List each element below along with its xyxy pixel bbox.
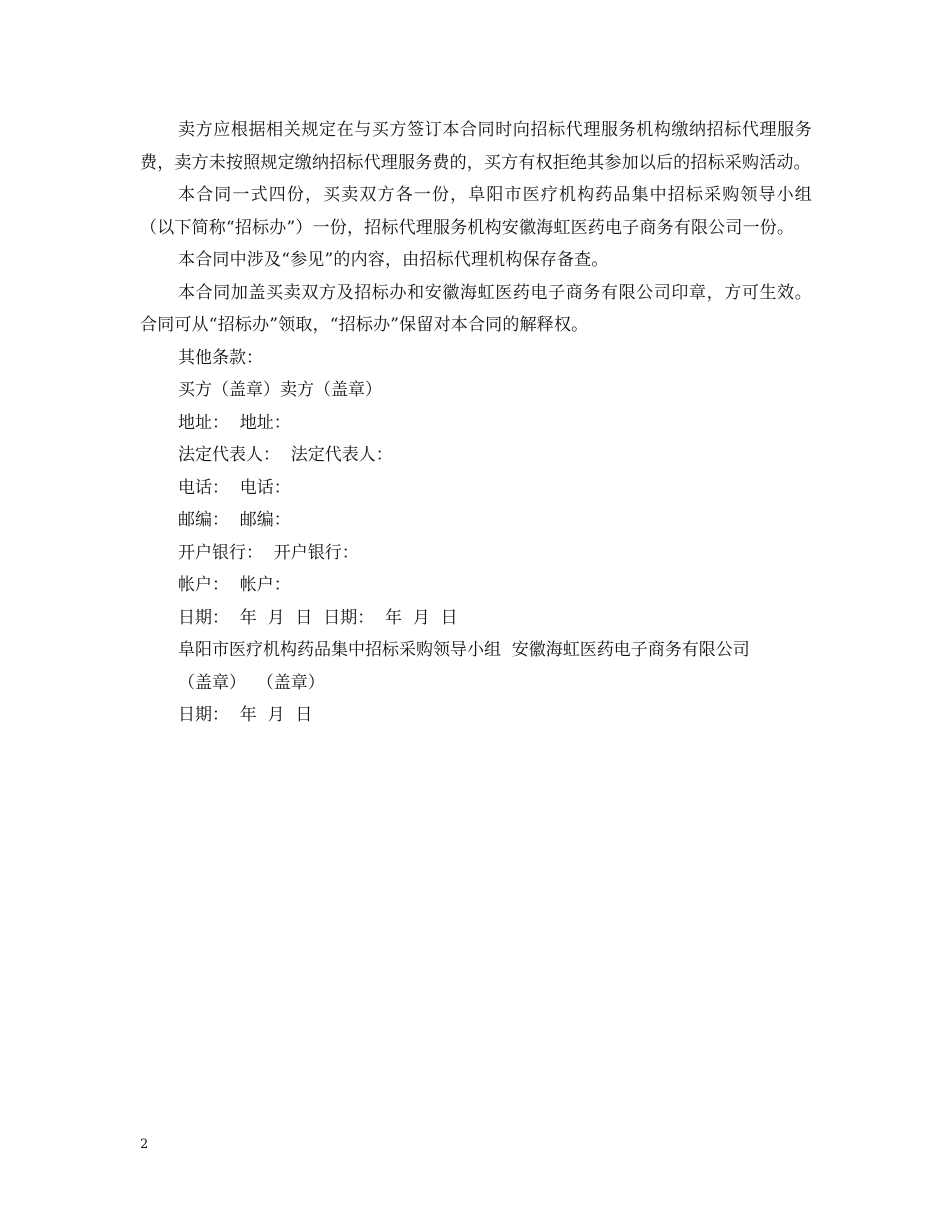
paragraph-agency-fee: 卖方应根据相关规定在与买方签订本合同时向招标代理服务机构缴纳招标代理服务费，卖方未按照规定缴纳招标代理服务费的，买方有权拒绝其参加以后的招标采购活动。 (140, 120, 812, 173)
date-line: 日期： 年 月 日 日期： 年 月 日 (178, 607, 458, 628)
account-line: 帐户： 帐户： (178, 575, 291, 595)
organizations-line: 阜阳市医疗机构药品集中招标采购领导小组 安徽海虹医药电子商务有限公司 (178, 640, 750, 660)
buyer-seller-seal-line: 买方（盖章）卖方（盖章） (178, 380, 382, 400)
organizations-seal-line: （盖章） （盖章） (178, 672, 325, 693)
phone-line: 电话： 电话： (178, 477, 291, 498)
bank-line: 开户银行： 开户银行： (178, 542, 359, 563)
document-body (140, 114, 812, 732)
address-line: 地址： 地址： (178, 412, 291, 433)
postcode-line: 邮编： 邮编： (178, 510, 291, 530)
other-terms-label: 其他条款： (178, 347, 263, 368)
legal-representative-line: 法定代表人： 法定代表人： (178, 445, 393, 465)
paragraph-reference: 本合同中涉及“参见”的内容，由招标代理机构保存备查。 (178, 250, 609, 270)
page-number: 2 (140, 1137, 149, 1152)
paragraph-seal-validity: 本合同加盖买卖双方及招标办和安徽海虹医药电子商务有限公司印章，方可生效。合同可从“招标办”领取，“招标办”保留对本合同的解释权。 (140, 282, 812, 335)
paragraph-copies: 本合同一式四份，买卖双方各一份，阜阳市医疗机构药品集中招标采购领导小组（以下简称“招标办”）一份，招标代理服务机构安徽海虹医药电子商务有限公司一份。 (140, 185, 812, 238)
final-date-line: 日期： 年 月 日 (178, 705, 313, 725)
